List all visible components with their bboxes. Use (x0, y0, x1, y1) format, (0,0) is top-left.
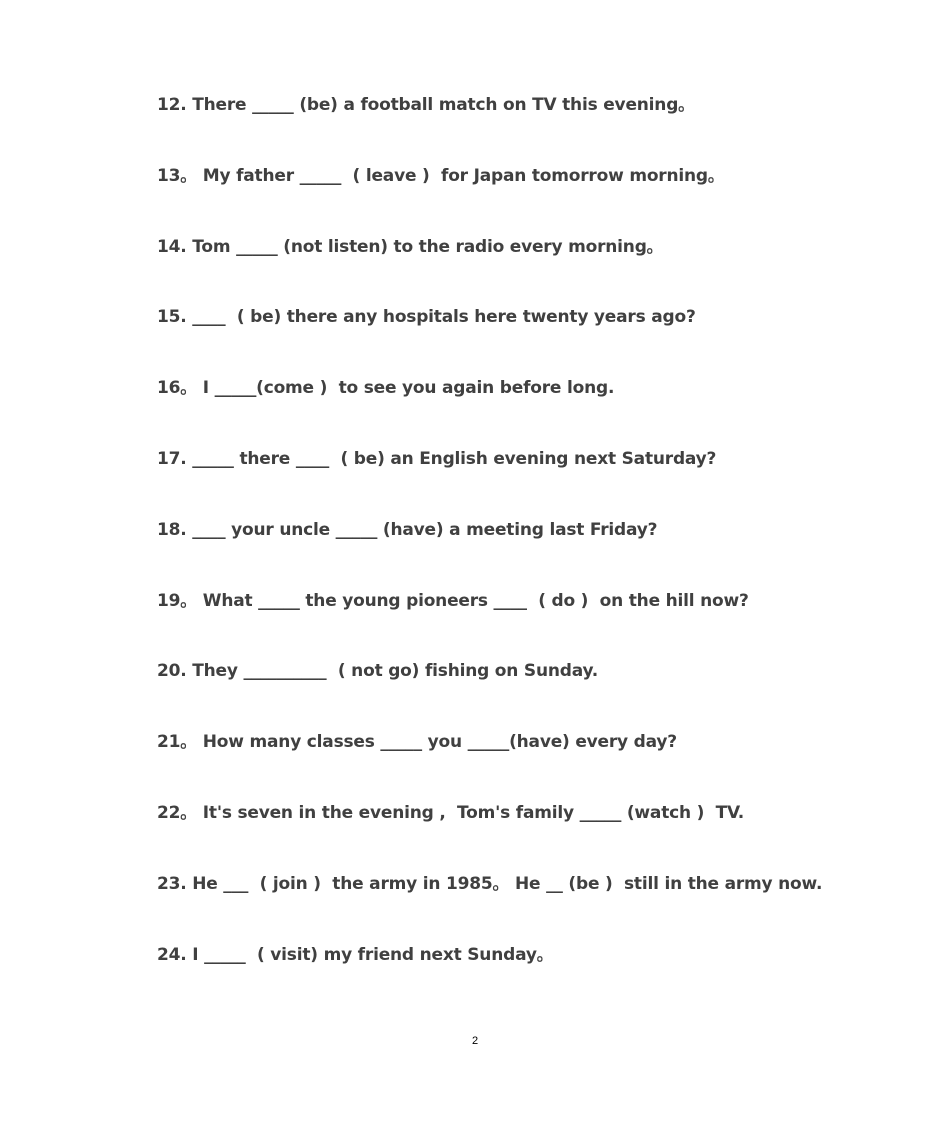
question-17: 17. _____ there ____ ( be) an English evening next Saturday? (157, 448, 717, 469)
question-24: 24. I _____ ( visit) my friend next Sunday。 (157, 944, 554, 965)
question-14: 14. Tom _____ (not listen) to the radio every morning。 (157, 236, 664, 257)
question-20: 20. They __________ ( not go) fishing on Sunday. (157, 661, 599, 682)
question-22: 22。 It's seven in the evening , Tom's family _____ (watch ) TV. (157, 802, 745, 823)
question-19: 19。 What _____ the young pioneers ____ ( do ) on the hill now? (157, 590, 749, 611)
question-12: 12. There _____ (be) a football match on TV this evening。 (157, 95, 695, 115)
question-18: 18. ____ your uncle _____ (have) a meeting last Friday? (157, 519, 658, 540)
question-13: 13。 My father _____ ( leave ) for Japan tomorrow morning。 (157, 165, 725, 186)
exercise-list (157, 90, 877, 1010)
question-16: 16。 I _____(come ) to see you again before long. (157, 378, 615, 399)
question-21: 21。 How many classes _____ you _____(have) every day? (157, 732, 677, 753)
page-number: 2 (471, 1035, 479, 1047)
question-23: 23. He ___ ( join ) the army in 1985。 He __ (be ) still in the army now. (157, 873, 823, 894)
question-15: 15. ____ ( be) there any hospitals here twenty years ago? (157, 307, 696, 328)
